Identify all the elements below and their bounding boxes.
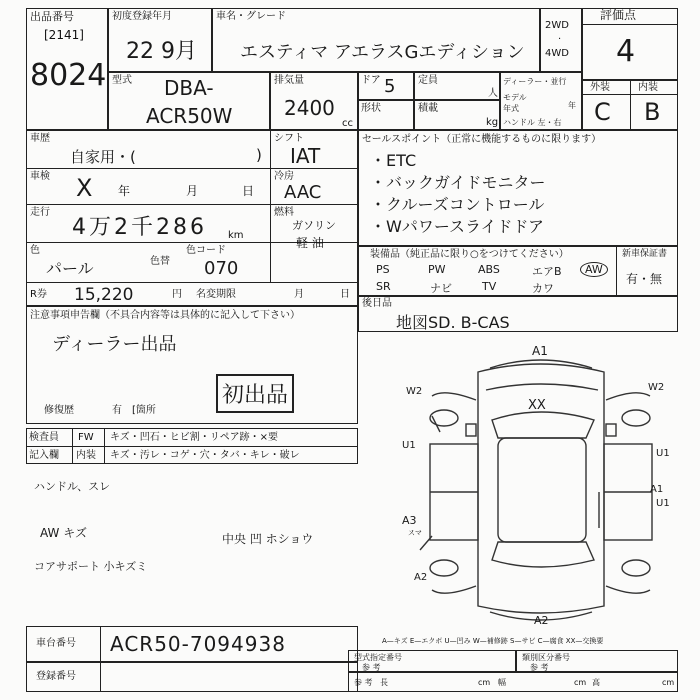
mark-w2-left: W2 bbox=[406, 386, 423, 397]
warranty-label: 新車保証書 bbox=[622, 249, 668, 259]
mark-u1-right: U1 bbox=[656, 448, 670, 459]
mark-a1-right: A1 bbox=[650, 484, 664, 495]
notes-label: 注意事項申告欄（不具合内容等は具体的に記入して下さい） bbox=[30, 310, 300, 321]
inspection-value: X bbox=[76, 174, 93, 202]
recycle-value: 15,220 bbox=[74, 285, 134, 305]
sales-point-1: ・ETC bbox=[370, 151, 417, 170]
equipment-sr: SR bbox=[376, 280, 391, 293]
lot-number: 8024 bbox=[30, 58, 107, 93]
color-code-value: 070 bbox=[204, 258, 239, 279]
mark-xx: XX bbox=[528, 398, 546, 413]
first-reg-value: 22 9月 bbox=[126, 39, 197, 64]
capacity-label: 定員 bbox=[418, 75, 438, 86]
model-code-line2: ACR50W bbox=[146, 104, 233, 128]
sales-point-4: ・Wパワースライドドア bbox=[370, 217, 545, 236]
chassis-value: ACR50-7094938 bbox=[110, 632, 286, 656]
inspection-year: 年 bbox=[118, 184, 131, 198]
equipment-ps: PS bbox=[376, 263, 390, 276]
first-listing-stamp: 初出品 bbox=[216, 374, 294, 413]
mileage-label: 走行 bbox=[30, 207, 50, 218]
history-value: 自家用・( bbox=[70, 148, 136, 166]
meigi-day: 日 bbox=[340, 289, 350, 300]
history-close: ) bbox=[256, 146, 262, 164]
mark-w2-right: W2 bbox=[648, 382, 665, 393]
mark-a2-left: A2 bbox=[414, 572, 428, 583]
type-approval-ref: 参 考 bbox=[362, 663, 381, 672]
equipment-leather: カワ bbox=[532, 282, 554, 295]
repair-value: 有 bbox=[112, 405, 122, 416]
equipment-navi: ナビ bbox=[430, 282, 452, 295]
inspection-label: 車検 bbox=[30, 171, 50, 182]
interior-row-label: 内装 bbox=[76, 450, 96, 461]
mark-a2-bottom: A2 bbox=[534, 614, 549, 627]
model-year-label: モデル年式 bbox=[503, 93, 527, 113]
mark-a3: A3 bbox=[402, 514, 417, 527]
color-code-label: 色コード bbox=[186, 245, 226, 256]
interior-items: キズ・汚レ・コゲ・穴・タバ・キレ・破レ bbox=[110, 450, 300, 461]
height-label: 高 bbox=[592, 678, 600, 687]
interior-value: B bbox=[644, 98, 661, 126]
meigi-month: 月 bbox=[294, 289, 304, 300]
width-unit: cm bbox=[574, 678, 587, 687]
exterior-label: 外装 bbox=[590, 82, 610, 93]
equipment-airbag: エアB bbox=[532, 265, 562, 278]
rating-label: 評価点 bbox=[600, 8, 637, 22]
notes-content: ディーラー出品 bbox=[52, 334, 177, 355]
mark-u1-left: U1 bbox=[402, 440, 416, 451]
lot-number-label: 出品番号 bbox=[30, 10, 74, 23]
repair-parts: [箇所 bbox=[132, 405, 156, 416]
model-code-line1: DBA- bbox=[164, 76, 214, 100]
mark-a1-top: A1 bbox=[532, 344, 548, 358]
category-label: 類別区分番号 bbox=[522, 653, 570, 662]
mark-u1-right2: U1 bbox=[656, 498, 670, 509]
mark-a3-sub: スマ bbox=[408, 529, 422, 537]
registration-label: 登録番号 bbox=[36, 671, 76, 682]
length-unit: cm bbox=[478, 678, 491, 687]
warranty-value: 有・無 bbox=[626, 272, 663, 286]
meigi-label: 名変期限 bbox=[196, 289, 236, 300]
category-ref: 参 考 bbox=[530, 663, 549, 672]
aftermarket-value: 地図SD. B-CAS bbox=[396, 313, 510, 332]
damage-legend: A—キズ E—エクボ U—凹み W—補修跡 S—サビ C—腐食 XX—交換要 bbox=[382, 637, 604, 645]
equipment-pw: PW bbox=[428, 263, 446, 276]
equipment-abs: ABS bbox=[478, 263, 500, 276]
displacement-unit: cc bbox=[342, 118, 353, 129]
recycle-label: R券 bbox=[30, 289, 47, 300]
handle-label: ハンドル 左・右 bbox=[503, 118, 562, 127]
displacement-label: 排気量 bbox=[274, 75, 304, 86]
remark-2: AW キズ bbox=[40, 526, 87, 540]
drive-dot: · bbox=[558, 34, 562, 45]
model-grade-label: 車名・グレード bbox=[216, 11, 286, 22]
displacement-value: 2400 bbox=[284, 96, 335, 120]
drive-4wd: 4WD bbox=[545, 48, 569, 59]
color-value: パール bbox=[46, 259, 94, 278]
model-code-label: 型式 bbox=[112, 75, 132, 86]
fw-items: キズ・凹石・ヒビ割・リペア跡・×要 bbox=[110, 432, 278, 443]
fuel-diesel: 軽 油 bbox=[296, 236, 324, 250]
doors-label: ドア bbox=[361, 75, 381, 86]
inspection-day: 日 bbox=[242, 184, 255, 198]
color-label: 色 bbox=[30, 245, 40, 256]
color-change-label: 色替 bbox=[150, 256, 170, 267]
record-label: 記入欄 bbox=[29, 450, 59, 461]
fw-label: FW bbox=[78, 432, 94, 443]
height-unit: cm bbox=[662, 678, 675, 687]
fuel-label: 燃料 bbox=[274, 207, 294, 218]
dimensions-ref: 参 考 bbox=[354, 678, 373, 687]
sales-points-label: セールスポイント（正常に機能するものに限ります） bbox=[362, 134, 602, 145]
type-approval-label: 型式指定番号 bbox=[354, 653, 402, 662]
exterior-value: C bbox=[594, 98, 611, 126]
equipment-tv: TV bbox=[482, 280, 497, 293]
sales-point-2: ・バックガイドモニター bbox=[370, 173, 546, 192]
shift-label: シフト bbox=[274, 133, 304, 144]
remark-1: ハンドル、スレ bbox=[34, 480, 111, 493]
model-year-unit: 年 bbox=[568, 101, 576, 110]
mileage-value: 4万2千286 bbox=[72, 215, 207, 240]
interior-label: 内装 bbox=[638, 82, 658, 93]
remark-3: コアサポート 小キズミ bbox=[34, 560, 148, 573]
aftermarket-label: 後日品 bbox=[362, 298, 392, 309]
inspection-month: 月 bbox=[186, 184, 199, 198]
first-reg-label: 初度登録年月 bbox=[112, 11, 172, 22]
equipment-label: 装備品（純正品に限り○をつけてください） bbox=[370, 249, 569, 260]
load-unit: kg bbox=[486, 117, 499, 128]
sales-point-3: ・クルーズコントロール bbox=[370, 195, 545, 214]
rating-value: 4 bbox=[616, 34, 636, 69]
doors-value: 5 bbox=[384, 76, 396, 97]
drive-2wd: 2WD bbox=[545, 20, 569, 31]
equipment-aw: AW bbox=[580, 262, 608, 277]
width-label: 幅 bbox=[498, 678, 506, 687]
remark-4: 中央 凹 ホショウ bbox=[222, 532, 314, 546]
lot-sub-number: [2141] bbox=[44, 28, 84, 42]
length-label: 長 bbox=[380, 678, 388, 687]
shape-label: 形状 bbox=[361, 103, 381, 114]
chassis-label: 車台番号 bbox=[36, 638, 76, 649]
capacity-unit: 人 bbox=[488, 88, 498, 99]
load-label: 積載 bbox=[418, 103, 438, 114]
fuel-gasoline: ガソリン bbox=[292, 219, 336, 232]
history-label: 車歴 bbox=[30, 133, 50, 144]
recycle-unit: 円 bbox=[172, 289, 182, 300]
dimensions-box bbox=[348, 672, 678, 692]
aircon-value: AAC bbox=[284, 182, 322, 203]
dealer-label: ディーラー・並行 bbox=[503, 77, 567, 86]
shift-value: IAT bbox=[290, 144, 321, 168]
repair-label: 修復歴 bbox=[44, 405, 74, 416]
aircon-label: 冷房 bbox=[274, 171, 294, 182]
model-grade-value: エスティマ アエラスGエディション bbox=[240, 42, 525, 63]
mileage-unit: km bbox=[228, 230, 244, 241]
inspector-label: 検査員 bbox=[29, 432, 59, 443]
